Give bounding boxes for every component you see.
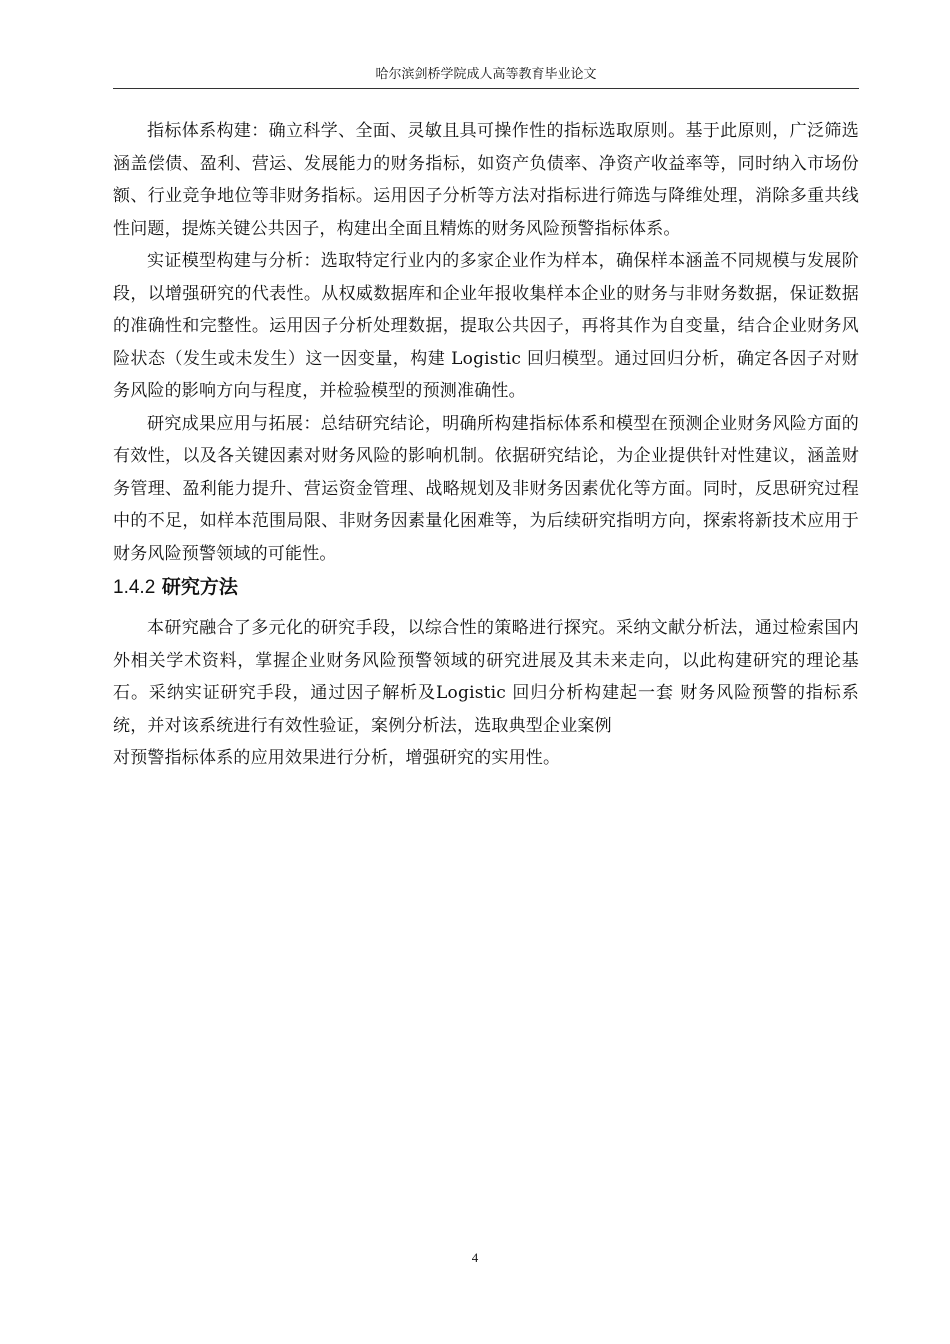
paragraph-empirical-model: 实证模型构建与分析：选取特定行业内的多家企业作为样本，确保样本涵盖不同规模与发展阶段，以增强研究的代表性。从权威数据库和企业年报收集样本企业的财务与非财务数据，保证数据的准确性和完整性。运用因子分析处理数据，提取公共因子，再将其作为自变量，结合企业财务风险状态（发生或未发生）这一因变量，构建 Logistic 回归模型。通过回归分析，确定各因子对财务风险的影响方向与程度，并检验模型的预测准确性。 — [113, 251, 859, 401]
body-text — [113, 115, 859, 775]
section-number: 1.4.2 — [113, 577, 156, 598]
paragraph-application: 研究成果应用与拓展：总结研究结论，明确所构建指标体系和模型在预测企业财务风险方面的有效性，以及各关键因素对财务风险的影响机制。依据研究结论，为企业提供针对性建议，涵盖财务管理、盈利能力提升、营运资金管理、战略规划及非财务因素优化等方面。同时，反思研究过程中的不足，如样本范围局限、非财务因素量化困难等，为后续研究指明方向，探索将新技术应用于财务风险预警领域的可能性。 — [113, 413, 859, 564]
paragraph-indicator-system: 指标体系构建：确立科学、全面、灵敏且具可操作性的指标选取原则。基于此原则，广泛筛选涵盖偿债、盈利、营运、发展能力的财务指标，如资产负债率、净资产收益率等，同时纳入市场份额、行业竞争地位等非财务指标。运用因子分析等方法对指标进行筛选与降维处理，消除多重共线性问题，提炼关键公共因子，构建出全面且精炼的财务风险预警指标体系。 — [113, 121, 859, 239]
running-header: 哈尔滨剑桥学院成人高等教育毕业论文 — [113, 66, 859, 89]
paragraph-research-methods: 本研究融合了多元化的研究手段，以综合性的策略进行探究。采纳文献分析法，通过检索国内外相关学术资料，掌握企业财务风险预警领域的研究进展及其未来走向，以此构建研究的理论基石。采纳实证研究手段，通过因子解析及Logistic 回归分析构建起一套 财务风险预警的指标系统，并对该系统进行有效性验证，案例分析法，选取典型企业案例 — [113, 618, 859, 736]
section-heading — [113, 570, 859, 612]
section-title: 研究方法 — [161, 576, 238, 598]
page-number: 4 — [471, 1250, 479, 1265]
paragraph-case-analysis-continuation: 对预警指标体系的应用效果进行分析，增强研究的实用性。 — [113, 748, 561, 768]
